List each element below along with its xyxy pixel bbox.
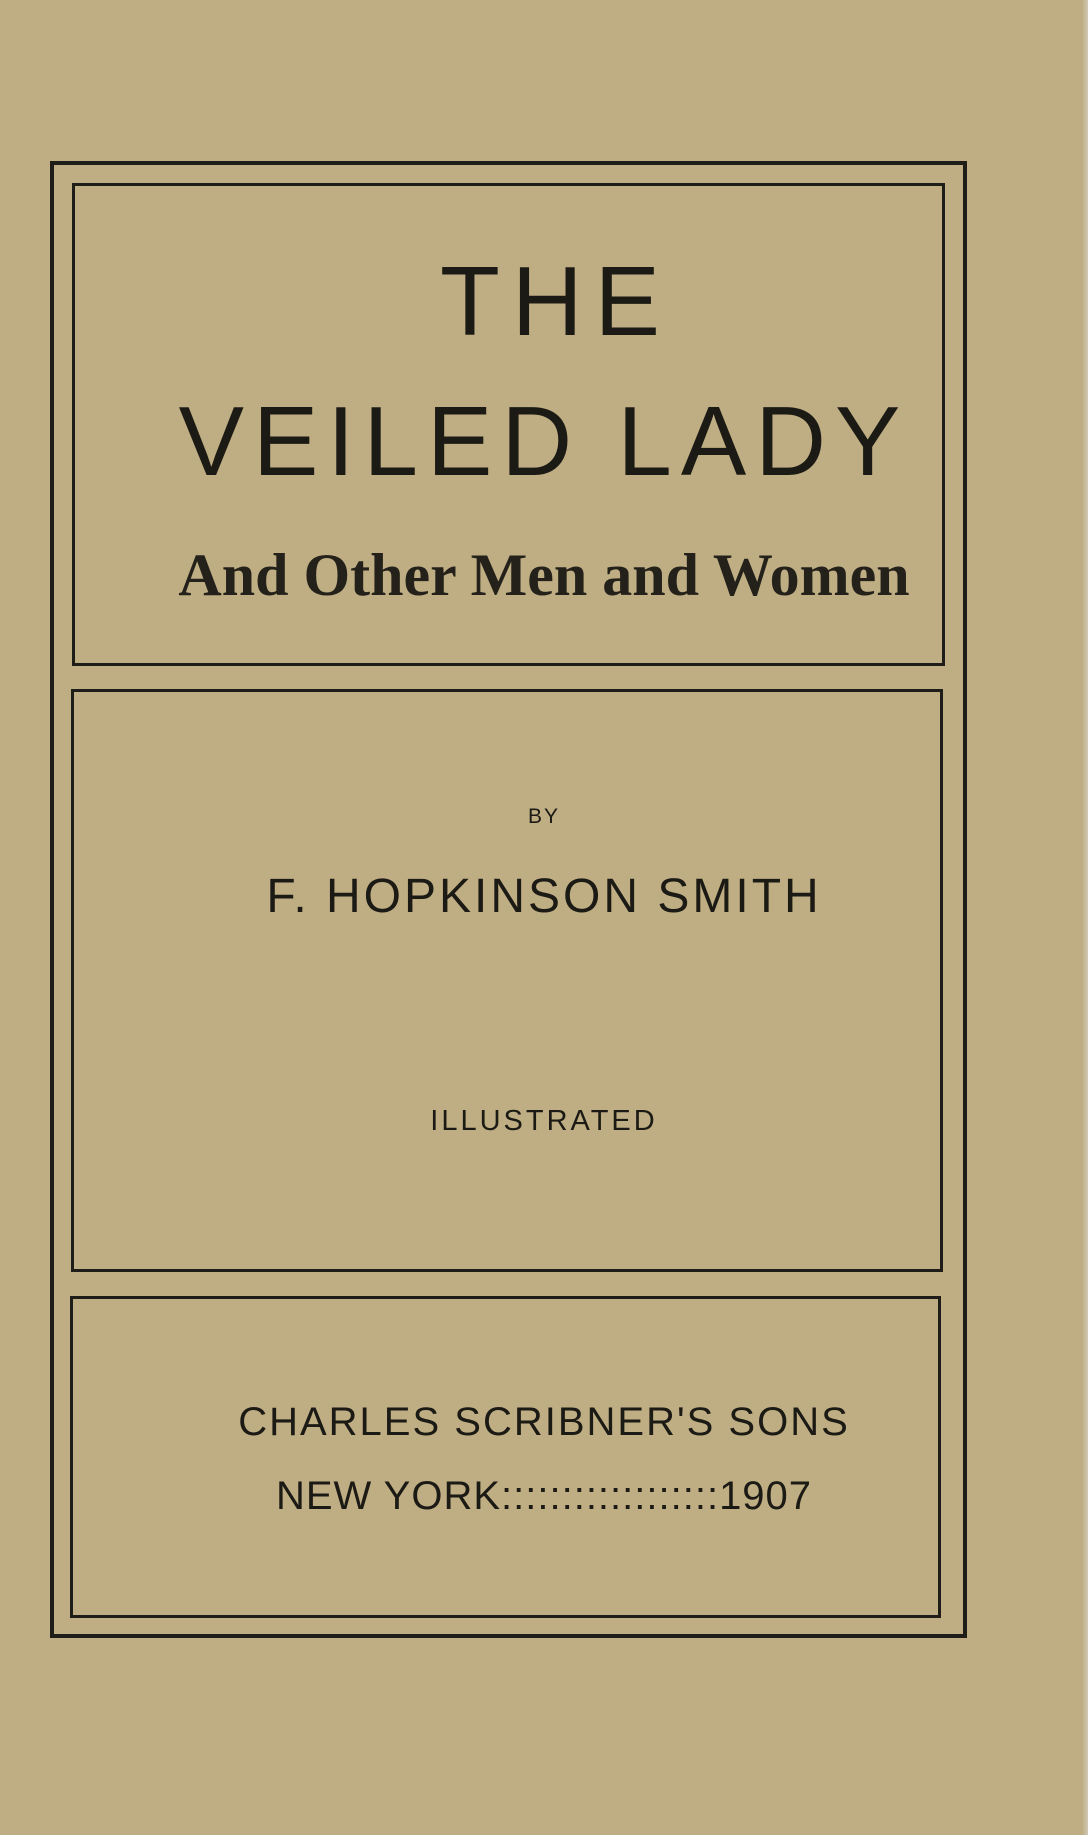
illustration-note: ILLUSTRATED — [430, 1105, 658, 1137]
publisher-name: CHARLES SCRIBNER'S SONS — [238, 1400, 850, 1444]
book-title: VEILED LADY — [178, 386, 910, 496]
by-label: BY — [527, 805, 560, 828]
title-article: THE — [440, 246, 672, 356]
imprint-place-year: NEW YORK::::::::::::::::::1907 — [275, 1474, 813, 1518]
author-panel — [71, 689, 943, 1272]
author-name: F. HOPKINSON SMITH — [266, 870, 822, 923]
book-subtitle: And Other Men and Women — [178, 542, 910, 608]
imprint-panel — [70, 1296, 941, 1618]
